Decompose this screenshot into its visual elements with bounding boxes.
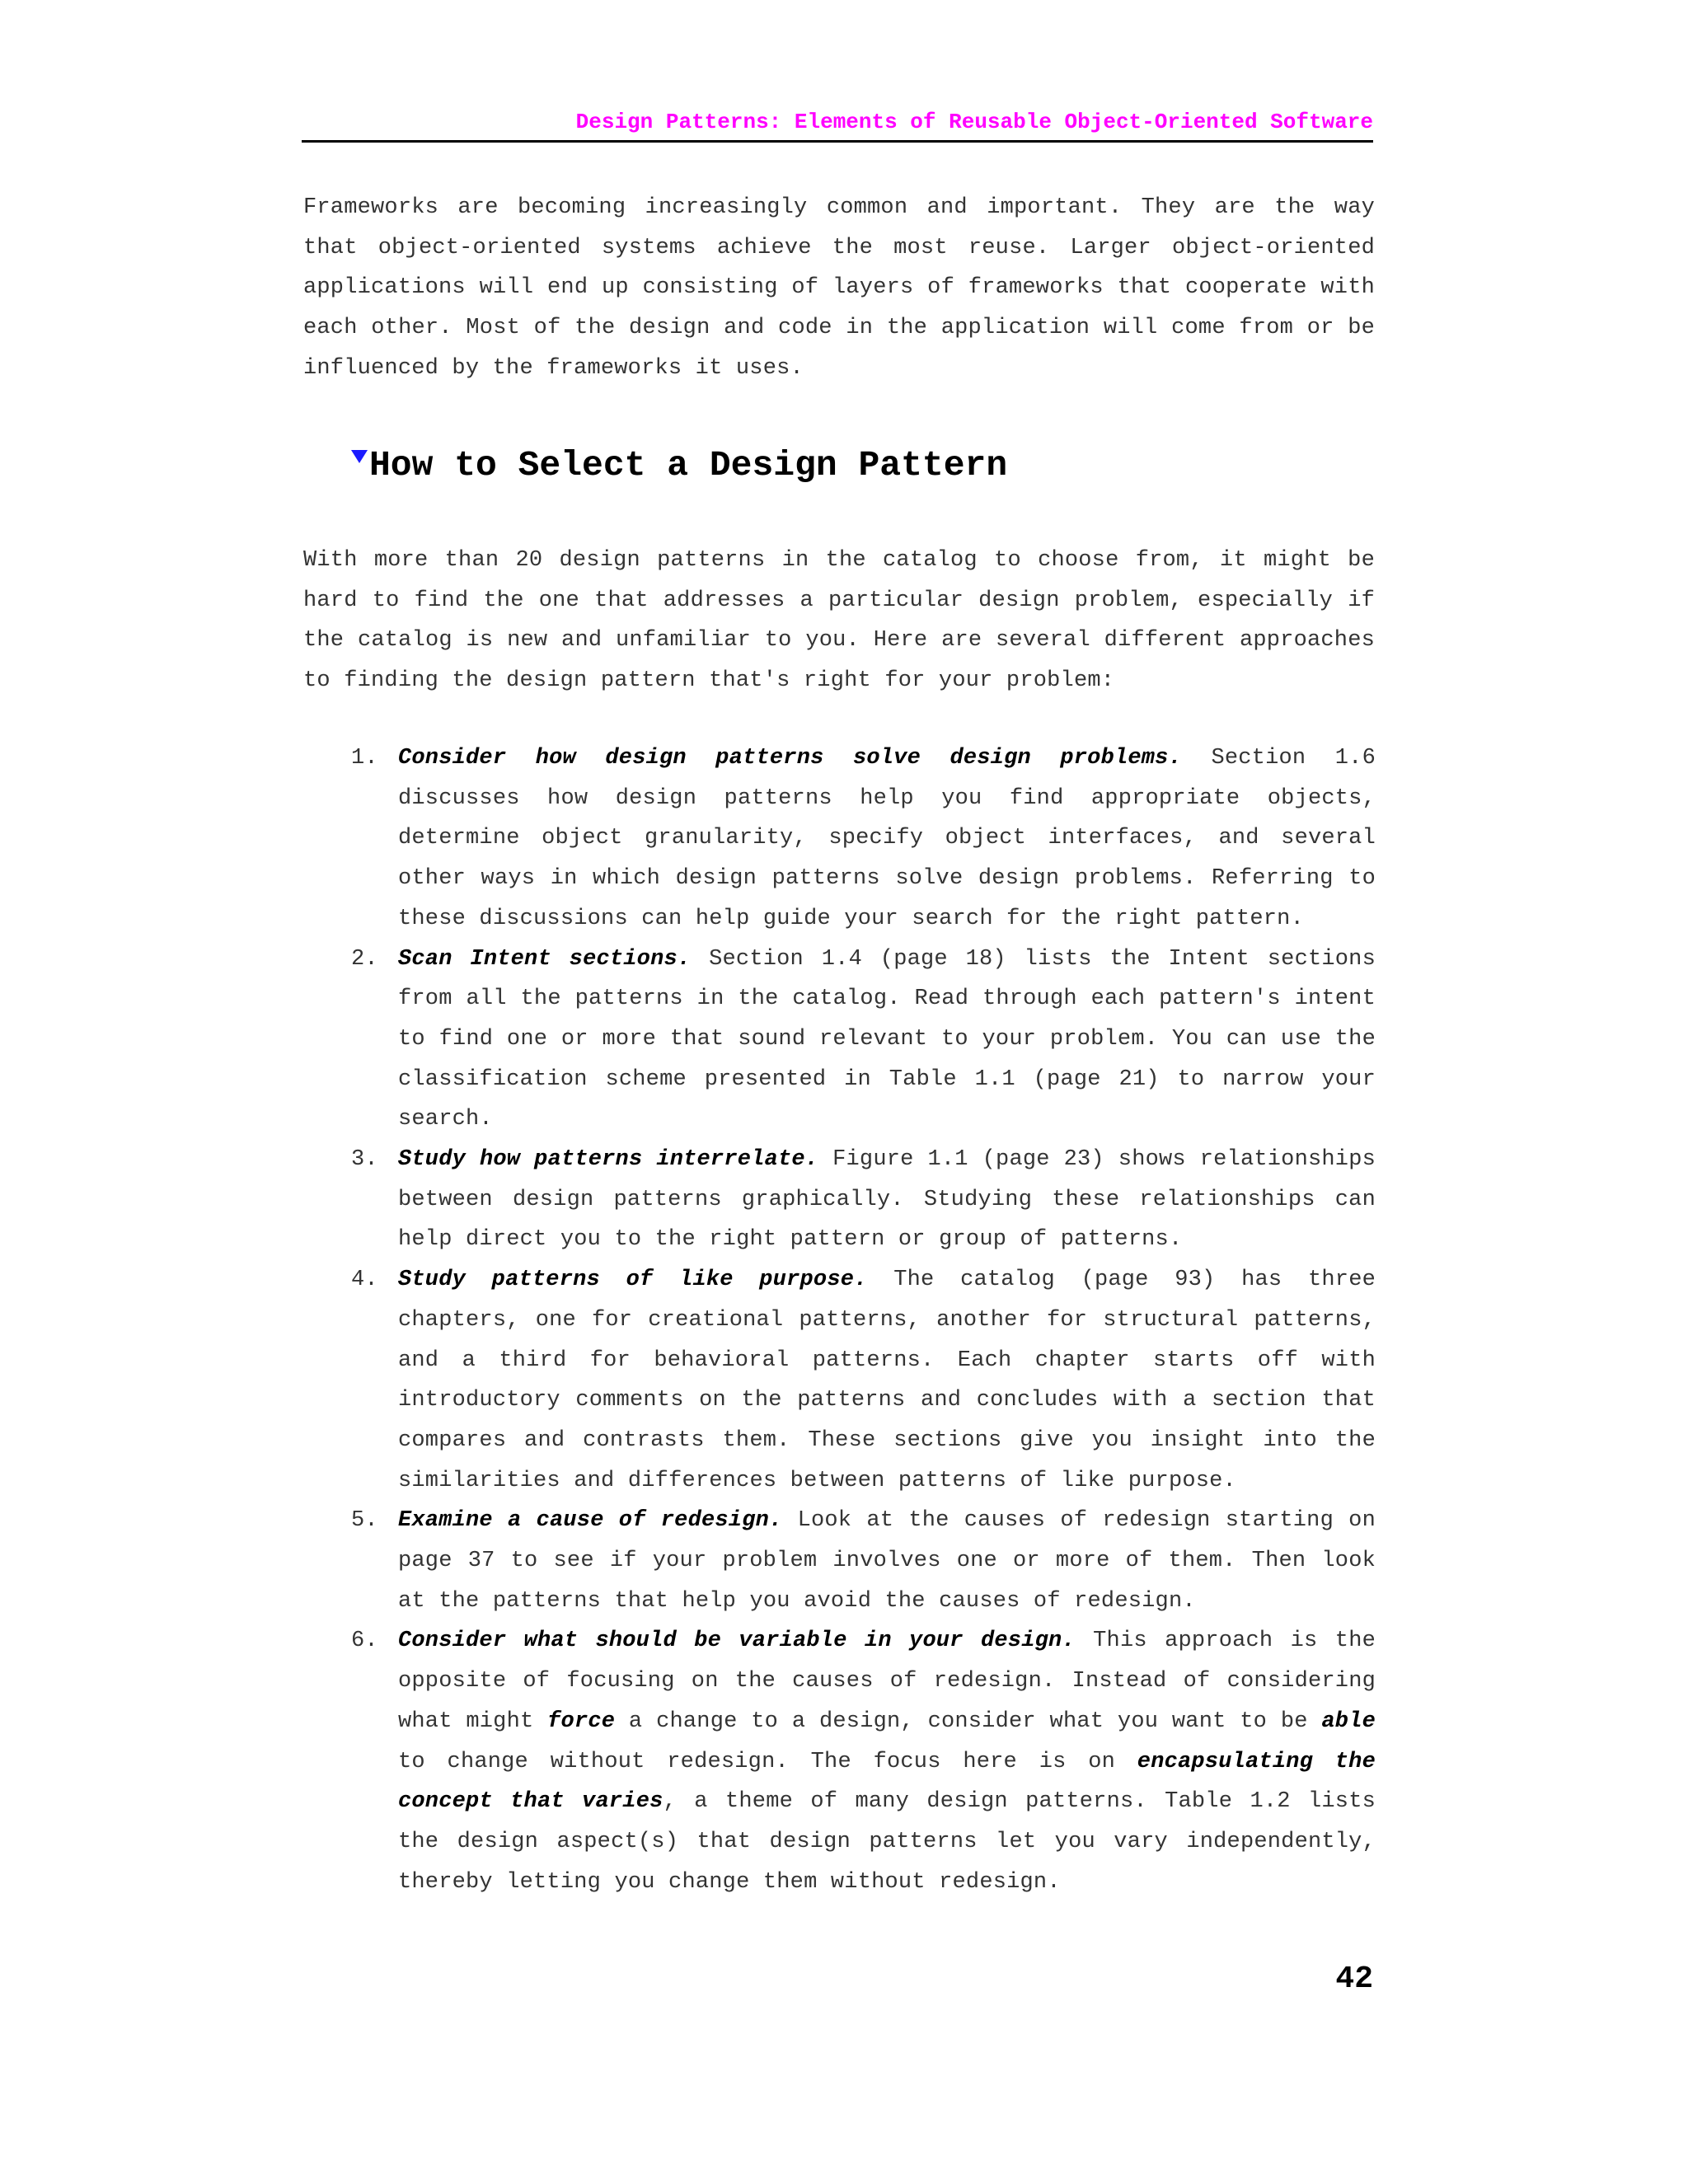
section-heading-text: How to Select a Design Pattern (369, 445, 1008, 485)
list-item-number: 2. (351, 946, 378, 972)
list-item-text: This approach is the opposite of focusing on the causes of redesign. Instead of considering what might (398, 1629, 1376, 1734)
list-item-title: Consider how design patterns solve design problems. (398, 746, 1182, 771)
list-item-text: a change to a design, consider what you want to be (615, 1708, 1322, 1734)
list-item (351, 1260, 1376, 1501)
list-item (351, 1621, 1376, 1902)
list-item (351, 738, 1376, 940)
blue-triangle-down-icon[interactable] (351, 450, 368, 463)
list-item (351, 1140, 1376, 1260)
section-heading (351, 442, 1007, 490)
list-item-text: Figure 1.1 (page 23) shows relationships between design patterns graphically. Studying these relationships can help direct you to the right pattern or group of patterns. (398, 1147, 1376, 1253)
list-item-title: Consider what should be variable in your design. (398, 1629, 1076, 1654)
list-item-number: 1. (351, 746, 378, 771)
section-body-paragraph: With more than 20 design patterns in the catalog to choose from, it might be hard to find the one that addresses a particular design problem, especially if the catalog is new and unfamiliar to you. Here are several different approaches to finding the design pattern that's right for your problem: (303, 548, 1375, 694)
emphasis-encapsulating: encapsulating the concept that varies (398, 1749, 1376, 1815)
list-item-text: , a theme of many design patterns. Table 1.2 lists the design aspect(s) that design patterns let you vary independently, thereby letting you change them without redesign. (398, 1789, 1376, 1895)
list-item-text: The catalog (page 93) has three chapters, one for creational patterns, another for structural patterns, and a third for behavioral patterns. Each chapter starts off with introductory comments on the patterns and concludes with a section that compares and contrasts them. These sections give you insight into the similarities and differences between patterns of like purpose. (398, 1268, 1376, 1493)
list-item-title: Study patterns of like purpose. (398, 1268, 868, 1293)
list-item-title: Examine a cause of redesign. (398, 1508, 783, 1534)
page-number: 42 (1335, 1961, 1373, 1997)
emphasis-able: able (1321, 1708, 1376, 1734)
list-item (351, 1501, 1376, 1621)
list-item-number: 5. (351, 1508, 378, 1534)
list-item-text: Section 1.4 (page 18) lists the Intent sections from all the patterns in the catalog. Read through each pattern's intent to find one or more that sound relevant to your problem. You can use the classification scheme presented in Table 1.1 (page 21) to narrow your search. (398, 946, 1376, 1132)
list-item (351, 940, 1376, 1141)
approach-list (351, 738, 1376, 1902)
list-item-number: 3. (351, 1147, 378, 1173)
intro-paragraph: Frameworks are becoming increasingly common and important. They are the way that object-oriented systems achieve the most reuse. Larger object-oriented applications will end up consisting of layers of frameworks that cooperate with each other. Most of the design and code in the application will come from or be influenced by the frameworks it uses. (303, 195, 1375, 381)
header-rule (302, 140, 1373, 143)
list-item-text: Section 1.6 discusses how design patterns help you find appropriate objects, determine object granularity, specify object interfaces, and several other ways in which design patterns solve design problems. Referring to these discussions can help guide your search for the right pattern. (398, 746, 1376, 931)
list-item-title: Scan Intent sections. (398, 946, 692, 972)
list-item-text: Look at the causes of redesign starting on page 37 to see if your problem involves one or more of them. Then look at the patterns that help you avoid the causes of redesign. (398, 1508, 1376, 1614)
running-header: Design Patterns: Elements of Reusable Object-Oriented Software (575, 110, 1373, 134)
list-item-number: 6. (351, 1629, 378, 1654)
emphasis-force: force (547, 1708, 616, 1734)
list-item-number: 4. (351, 1268, 378, 1293)
list-item-text: to change without redesign. The focus here is on (398, 1749, 1137, 1774)
list-item-title: Study how patterns interrelate. (398, 1147, 819, 1173)
